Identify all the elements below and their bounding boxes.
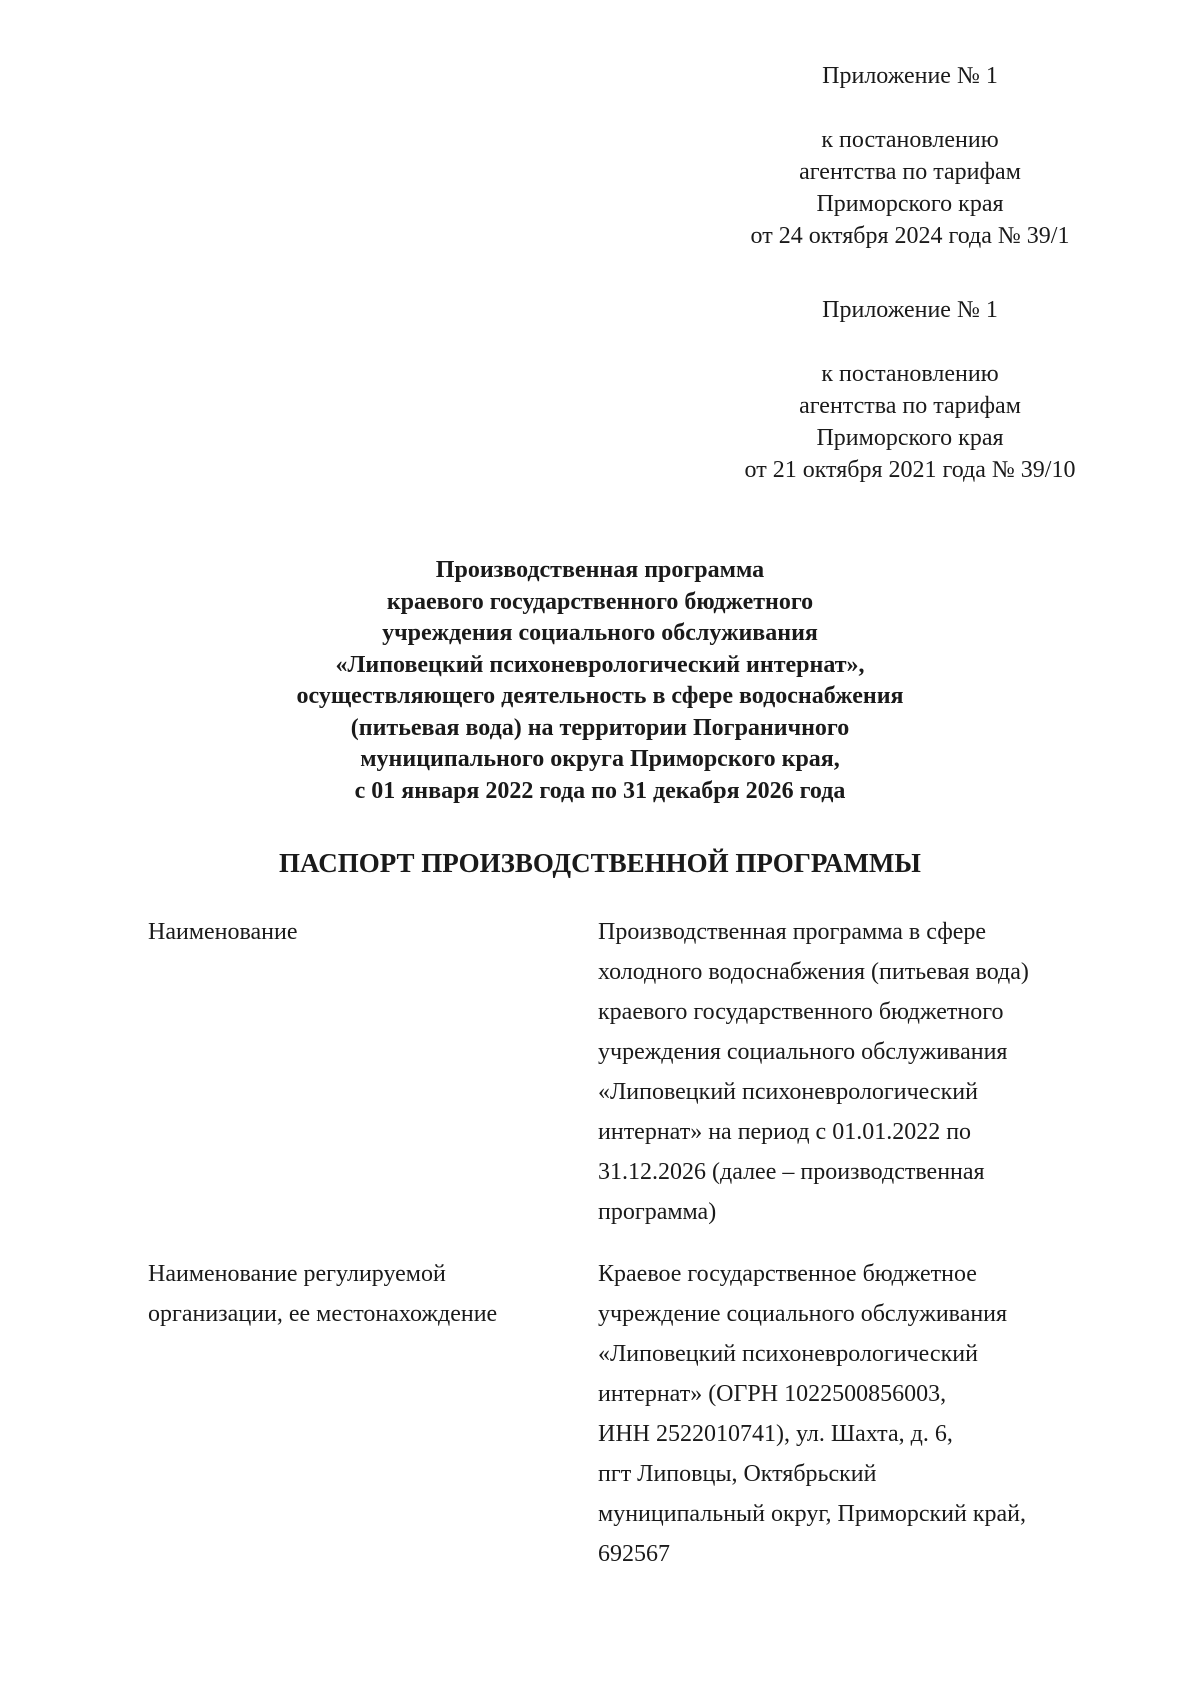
document-title-line: краевого государственного бюджетного (386, 588, 814, 615)
passport-label-line: организации, ее местонахождение (148, 1301, 498, 1327)
document-title-line: муниципального округа Приморского края, (360, 746, 840, 772)
passport-row-label (148, 1254, 598, 1574)
passport-row-name (148, 912, 1128, 1232)
passport-value-line: краевого государственного бюджетного (598, 999, 1004, 1025)
document-title-line: Производственная программа (435, 557, 765, 583)
annex-original-line: Приморского края (816, 425, 1004, 451)
passport-value-line: Производственная программа в сфере (598, 919, 987, 945)
passport-value-line: муниципальный округ, Приморский край, (598, 1501, 1027, 1527)
annex-current-line: Приморского края (816, 191, 1004, 217)
annex-current-line: к постановлению (821, 127, 999, 153)
passport-value-line: 31.12.2026 (далее – производственная (598, 1159, 985, 1185)
passport-value-line: «Липовецкий психоневрологический (598, 1341, 978, 1367)
annex-original (620, 294, 1200, 486)
document-title-line: «Липовецкий психоневрологический интернат», (335, 651, 865, 678)
passport-value-line: 692567 (598, 1541, 670, 1567)
annex-current-line: агентства по тарифам (799, 159, 1021, 185)
passport-value-line: Краевое государственное бюджетное (598, 1261, 977, 1287)
document-title-line: осуществляющего деятельность в сфере водоснабжения (296, 683, 904, 709)
passport-value-line: холодного водоснабжения (питьевая вода) (598, 959, 1029, 985)
passport-value-line: интернат» (ОГРН 1022500856003, (598, 1381, 947, 1407)
annex-original-line: агентства по тарифам (799, 393, 1021, 419)
passport-heading: ПАСПОРТ ПРОИЗВОДСТВЕННОЙ ПРОГРАММЫ (279, 848, 921, 878)
passport-table (148, 912, 1128, 1574)
annex-spacer (620, 326, 1200, 358)
passport-row-value (598, 912, 1128, 1232)
passport-row-label (148, 912, 598, 1232)
annex-current-line: от 24 октября 2024 года № 39/1 (750, 223, 1070, 249)
annex-current-title: Приложение № 1 (822, 63, 998, 89)
passport-value-line: учреждение социального обслуживания (598, 1301, 1008, 1327)
passport-value-line: пгт Липовцы, Октябрьский (598, 1461, 877, 1487)
document-title-line: (питьевая вода) на территории Пограничного (350, 714, 850, 741)
passport-value-line: учреждения социального обслуживания (598, 1039, 1008, 1065)
annex-current (620, 60, 1200, 252)
passport-value-line: интернат» на период с 01.01.2022 по (598, 1119, 972, 1145)
passport-label-line: Наименование (148, 919, 298, 945)
passport-value-line: ИНН 2522010741), ул. Шахта, д. 6, (598, 1421, 953, 1447)
document-title-line: с 01 января 2022 года по 31 декабря 2026 года (354, 777, 846, 804)
annex-spacer (620, 92, 1200, 124)
passport-label-line: Наименование регулируемой (148, 1261, 446, 1287)
passport-value-line: «Липовецкий психоневрологический (598, 1079, 978, 1105)
annex-original-line: от 21 октября 2021 года № 39/10 (744, 457, 1076, 483)
annex-original-title: Приложение № 1 (822, 297, 998, 323)
passport-row-organization (148, 1254, 1128, 1574)
document-title-line: учреждения социального обслуживания (382, 620, 818, 646)
annex-original-line: к постановлению (821, 361, 999, 387)
passport-value-line: программа) (598, 1199, 717, 1225)
document-title (150, 555, 1050, 807)
passport-row-value (598, 1254, 1128, 1574)
